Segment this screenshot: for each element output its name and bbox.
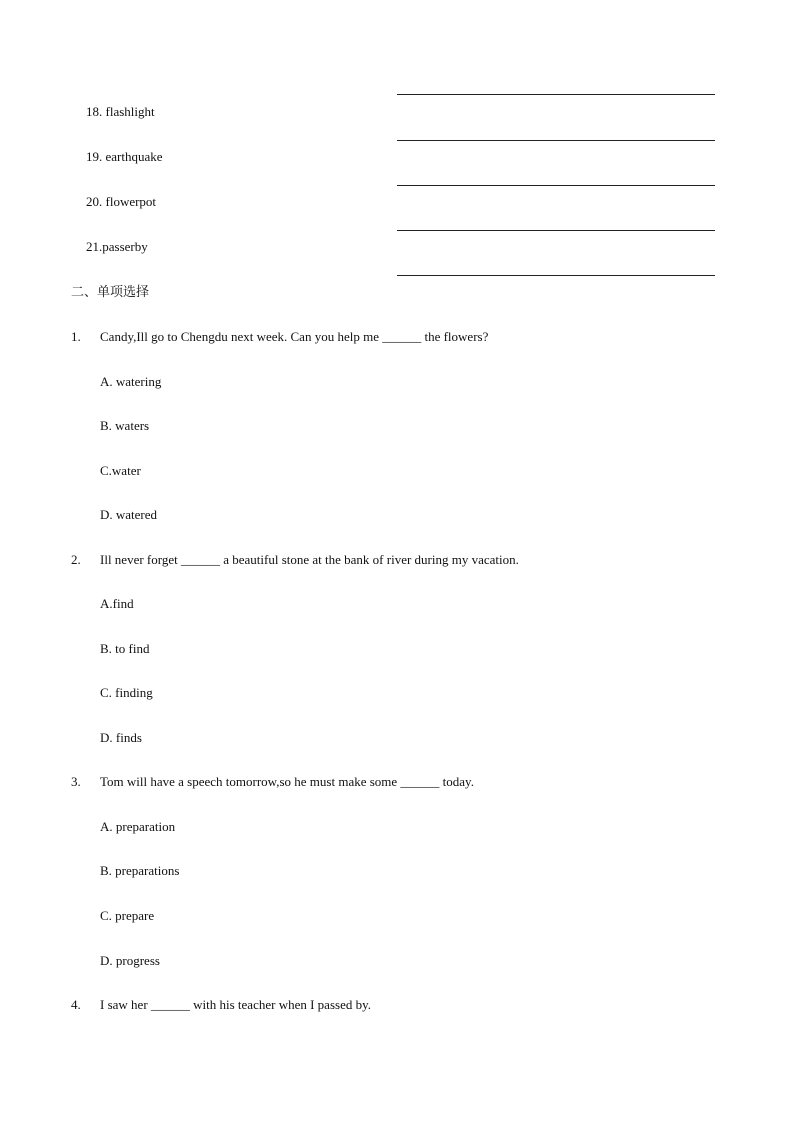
question-option: B. to find xyxy=(100,641,150,656)
question-option: C.water xyxy=(100,463,141,478)
section-title: 二、单项选择 xyxy=(71,285,150,300)
answer-line xyxy=(397,275,715,276)
question-stem: Ill never forget ______ a beautiful stone at the bank of river during my vacation. xyxy=(100,552,519,567)
question-option: D. progress xyxy=(100,953,160,968)
answer-line xyxy=(397,94,715,95)
answer-line xyxy=(397,230,715,231)
question-option: B. preparations xyxy=(100,863,180,878)
question-number: 2. xyxy=(71,552,81,567)
answer-line xyxy=(397,185,715,186)
question-option: D. finds xyxy=(100,730,142,745)
question-stem: I saw her ______ with his teacher when I passed by. xyxy=(100,997,372,1012)
question-option: C. finding xyxy=(100,685,153,700)
question-stem: Tom will have a speech tomorrow,so he must make some ______ today. xyxy=(100,774,474,789)
question-number: 4. xyxy=(71,997,81,1012)
question-stem: Candy,Ill go to Chengdu next week. Can you help me ______ the flowers? xyxy=(100,329,489,344)
question-option: A. watering xyxy=(100,374,162,389)
question-number: 3. xyxy=(71,774,81,789)
vocab-item: 21.passerby xyxy=(86,239,148,254)
question-number: 1. xyxy=(71,329,81,344)
question-option: A. preparation xyxy=(100,819,176,834)
vocab-item: 19. earthquake xyxy=(86,149,163,164)
vocab-item: 20. flowerpot xyxy=(86,194,157,209)
question-option: C. prepare xyxy=(100,908,155,923)
answer-line xyxy=(397,140,715,141)
question-option: D. watered xyxy=(100,507,158,522)
vocab-item: 18. flashlight xyxy=(86,104,155,119)
question-option: A.find xyxy=(100,596,134,611)
question-option: B. waters xyxy=(100,418,150,433)
